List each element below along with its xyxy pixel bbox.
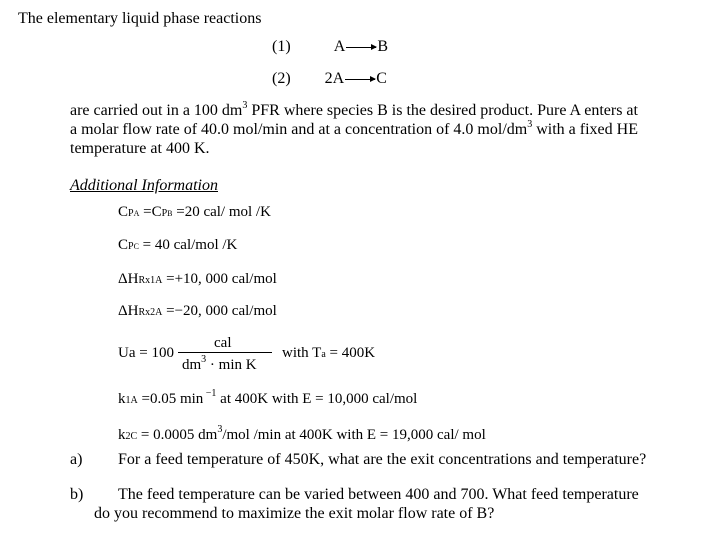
equation-dh-rx1a: ΔHRx1A =+10, 000 cal/mol <box>118 271 277 287</box>
reaction-number: (2) <box>272 70 291 87</box>
reaction-reactant: 2A <box>324 70 345 87</box>
question-a-text: For a feed temperature of 450K, what are the exit concentrations and temperature? <box>118 451 647 468</box>
equation-ua-lhs: Ua = 100 <box>118 345 174 361</box>
paragraph-line-1: are carried out in a 100 $dm^3$ PFR where species B is the desired product. Pure A enters at <box>70 100 638 119</box>
fraction-bar <box>178 352 272 353</box>
intro-text: The elementary liquid phase reactions <box>18 10 262 27</box>
question-b-text-line-1: The feed temperature can be varied between 400 and 700. What feed temperature <box>118 486 639 503</box>
additional-info-heading: Additional Information <box>70 177 218 194</box>
reaction-2 <box>272 70 387 88</box>
reaction-product: C <box>376 70 387 87</box>
reaction-arrow-icon <box>346 47 376 48</box>
reaction-arrow-icon <box>345 79 375 80</box>
equation-k1a: k1A =0.05 min $^{-1}$ at 400K with E = 10,000 cal/mol <box>118 388 418 407</box>
equation-cp-c: CPC = 40 cal/mol /K <box>118 237 238 253</box>
equation-cp-ab: CPA =CPB =20 cal/ mol /K <box>118 204 271 220</box>
reaction-product: B <box>377 38 389 55</box>
paragraph-line-3: temperature at 400 K. <box>70 140 210 157</box>
equation-ua-numerator: cal <box>214 335 232 351</box>
question-b-text-line-2: do you recommend to maximize the exit molar flow rate of B? <box>94 505 495 522</box>
question-b-label: b) <box>70 486 84 503</box>
equation-k2c: k2C = 0.0005 $dm^3$/mol /min at 400K with E = 19,000 cal/ mol <box>118 424 486 443</box>
reaction-reactant: A <box>333 38 346 55</box>
equation-ua-with: with Ta = 400K <box>282 345 376 361</box>
equation-dh-rx2a: ΔHRx2A =−20, 000 cal/mol <box>118 303 277 319</box>
equation-ua-denominator: $dm^3 \cdot \min K$ <box>182 354 257 373</box>
reaction-1 <box>272 38 388 56</box>
question-a-label: a) <box>70 451 83 468</box>
paragraph-line-2: a molar flow rate of 40.0 mol/min and at a concentration of 4.0 mol/$dm^3$ with a fixed HE <box>70 119 638 138</box>
reaction-number: (1) <box>272 38 291 55</box>
